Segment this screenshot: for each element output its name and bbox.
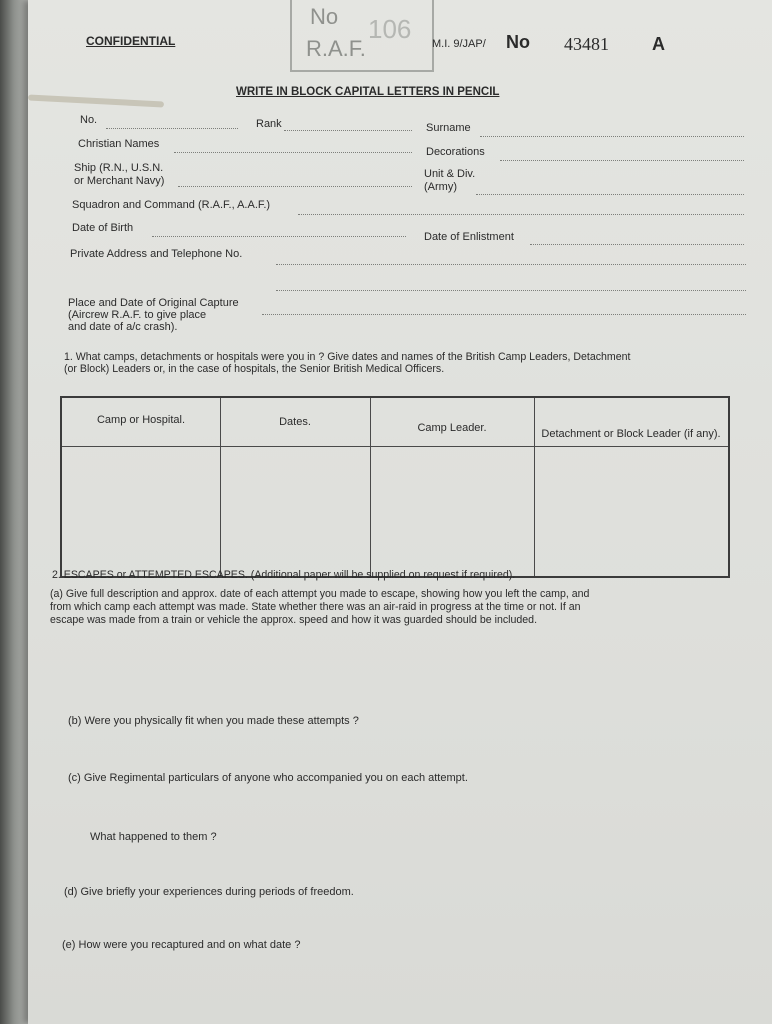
dob-line [152,236,406,237]
surname-line [480,136,744,137]
question-2e: (e) How were you recaptured and on what date ? [62,939,301,951]
question-2a-line-2: from which camp each attempt was made. State whether there was an air-raid in progress at the time or not. If an [50,601,581,613]
capture-label-3: and date of a/c crash). [68,321,178,333]
rank-label: Rank [256,118,282,130]
unit-label: Unit & Div. [424,168,476,180]
address-line-2 [276,290,746,291]
question-1-line-1: 1. What camps, detachments or hospitals were you in ? Give dates and names of the British Camp Leaders, Detachment [64,351,631,363]
table-header-camp: Camp or Hospital. [96,414,186,426]
confidential-label: CONFIDENTIAL [86,34,176,48]
capture-label-2: (Aircrew R.A.F. to give place [68,309,207,321]
serial-number: 43481 [564,34,609,54]
table-header-dates: Dates. [279,416,311,428]
unit-line [476,194,744,195]
squadron-line [298,214,744,215]
stamp-handwritten-number: 106 [368,14,412,44]
instruction-heading: WRITE IN BLOCK CAPITAL LETTERS IN PENCIL [236,86,500,98]
rank-line [284,130,412,131]
ship-label: Ship (R.N., U.S.N. [74,162,164,174]
ship-line [178,186,412,187]
capture-line [262,314,746,315]
table-header-divider [62,446,728,447]
question-2-heading: 2. ESCAPES or ATTEMPTED ESCAPES. (Additional paper will be supplied on request if required). [52,569,516,581]
decorations-line [500,160,744,161]
number-label: No [506,32,530,52]
christian-names-line [174,152,412,153]
address-line-1 [276,264,746,265]
table-header-leader: Camp Leader. [417,422,487,434]
tag-string [28,94,164,107]
form-page [28,0,772,1024]
camps-table [60,396,730,578]
capture-label: Place and Date of Original Capture [68,297,239,309]
unit-label-2: (Army) [424,181,457,193]
question-2d: (d) Give briefly your experiences during periods of freedom. [64,886,354,898]
stamp-no: No [310,4,339,29]
christian-names-label: Christian Names [78,138,160,150]
raf-stamp [290,0,434,72]
serial-suffix: A [652,34,665,54]
question-1-line-2: (or Block) Leaders or, in the case of hospitals, the Senior British Medical Officers. [64,363,445,375]
dob-label: Date of Birth [72,222,134,234]
table-header-detachment: Detachment or Block Leader (if any). [541,428,721,440]
address-label: Private Address and Telephone No. [70,248,243,260]
no-label: No. [80,114,98,126]
surname-label: Surname [426,122,471,134]
question-2c: (c) Give Regimental particulars of anyone who accompanied you on each attempt. [68,772,468,784]
ship-label-2: or Merchant Navy) [74,175,165,187]
stamp-raf: R.A.F. [306,36,366,61]
mi-reference: M.I. 9/JAP/ [432,38,486,50]
question-2a-line-1: (a) Give full description and approx. date of each attempt you made to escape, showing how you left the camp, and [50,588,590,600]
enlistment-label: Date of Enlistment [424,231,514,243]
squadron-label: Squadron and Command (R.A.F., A.A.F.) [72,199,271,211]
enlistment-line [530,244,744,245]
decorations-label: Decorations [426,146,485,158]
question-2a-line-3: escape was made from a train or vehicle the approx. speed and how it was guarded should be included. [50,614,538,626]
question-2b: (b) Were you physically fit when you made these attempts ? [68,715,359,727]
question-2c-sub: What happened to them ? [90,831,217,843]
no-line [106,128,238,129]
table-col-divider [534,398,535,576]
